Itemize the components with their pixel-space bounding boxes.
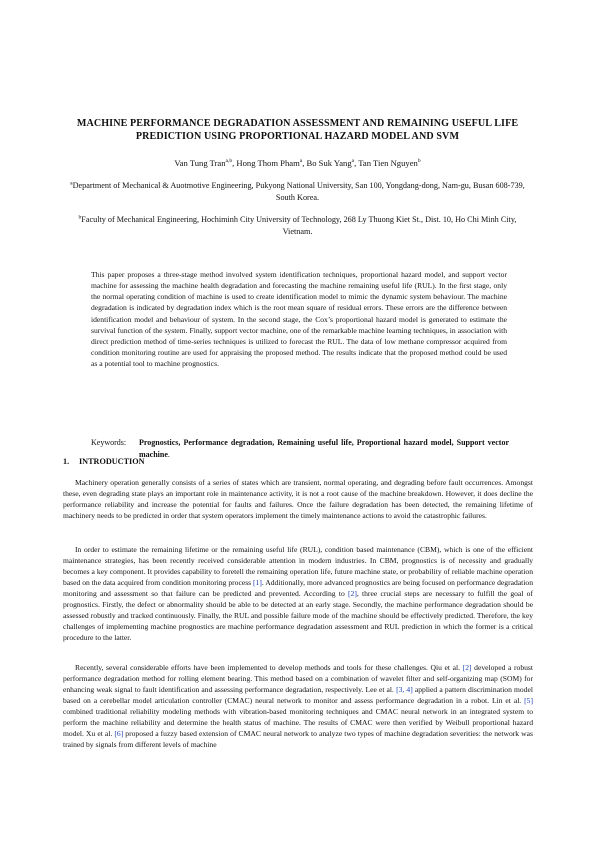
paragraph-text: combined traditional reliability modeling methods with vibration-based monitoring techniques and CMAC neural network in an integrated system to perform the machine reliability and determine the health status of machine. The results of CMAC were then verified by Weibull proportional hazard model. Xu et al. — [63, 706, 533, 738]
affiliation-text: Faculty of Mechanical Engineering, Hochiminh City University of Technology, 268 Ly Thuong Kiet St., Dist. 10, Ho Chi Minh City, Vietnam. — [81, 215, 517, 236]
affiliation-mark: b — [78, 214, 82, 221]
abstract: This paper proposes a three-stage method involved system identification techniques, proportional hazard model, and support vector machine for assessing the machine health degradation and forecasting the machine remaining useful life (RUL). In the first stage, only the normal operating condition of machine is used to create identification model to mimic the dynamic system behaviour. The machine degradation is indicated by degradation index which is the root mean square of residual errors. These errors are the difference between identification model and behaviour of system. In the second stage, the Cox’s proportional hazard model is generated to estimate the survival function of the system. Finally, support vector machine, one of the remarkable machine learning techniques, in association with direct prediction method of time-series techniques is utilized to forecast the RUL. The data of low methane compressor acquired from condition monitoring routine are used for appraising the proposed method. The results indicate that the proposed method could be used as a potential tool to machine prognostics. — [91, 270, 507, 369]
citation-link[interactable]: [1] — [253, 577, 262, 587]
intro-paragraph-3 — [63, 663, 533, 751]
author-name: Bo Suk Yang — [306, 158, 352, 168]
author-name: Tan Tien Nguyen — [358, 158, 418, 168]
author-affil-mark: b — [417, 158, 421, 165]
keywords-list: Prognostics, Performance degradation, Remaining useful life, Proportional hazard model, Support vector machine — [139, 438, 509, 459]
intro-paragraph-2 — [63, 545, 533, 644]
citation-link[interactable]: [5] — [524, 695, 533, 705]
paragraph-text: In order to estimate the remaining lifetime or the remaining useful life (RUL), condition based maintenance (CBM), which is one of the efficient maintenance strategies, has been recently received considerable attention in modern industries. In CBM, prognostics is of necessity and gradually becomes a key component. It provides capability to foretell the remaining operation life, future machine state, or probability of reliable machine operation based on the data acquired from condition monitoring process — [63, 545, 533, 587]
paragraph-text: . Additionally, more advanced prognostics are being focused on performance degradation monitoring and assessment so that failure can be predicted and prevented. According to — [63, 577, 533, 598]
affiliation-mark: a — [70, 180, 73, 187]
paragraph-text: developed a robust performance degradation method for rolling element bearing. This method based on a combination of wavelet filter and self-organizing map (SOM) for enhancing weak signal to fault identification and assessing performance degradation, respectively. Lee et al. — [63, 663, 533, 694]
paragraph-text: Recently, several considerable efforts have been implemented to develop methods and tools for these challenges. Qiu et al. — [75, 663, 463, 672]
paper-title: MACHINE PERFORMANCE DEGRADATION ASSESSMENT AND REMAINING USEFUL LIFE PREDICTION USING PROPORTIONAL HAZARD MODEL AND SVM — [76, 118, 519, 142]
citation-link[interactable]: [3, 4] — [396, 684, 413, 694]
intro-paragraph-1 — [63, 478, 533, 522]
author-affil-mark: a,b — [225, 158, 233, 165]
author-list: Van Tung Tran$^{a,b}$, Hong Thom Pham$^a$, Bo Suk Yang$^a$, Tan Tien Nguyen$^b$ — [174, 158, 421, 168]
author-affil-mark: a — [299, 158, 303, 165]
paragraph-text: Machinery operation generally consists of a series of states which are transient, normal operating, and degrading before fault occurrences. Amongst these, even degrading state plays an important role in maintenance activity, it is not a root cause of the machine breakdown. However, it does decline the performance reliability and increase the potential for faults and failures. Once the failure degradation has been detected, the remaining lifetime of machinery needs to be predicted in order that system operators implement the timely maintenance actions to avoid the catastrophic failures. — [63, 478, 533, 520]
keywords-label: Keywords: — [91, 438, 127, 447]
section-number: 1. — [63, 457, 70, 466]
author-affil-mark: a — [351, 158, 355, 165]
paragraph-text: proposed a fuzzy based extension of CMAC neural network to analyze two types of machine degradation severities: the network was trained by signals from different levels of machine — [63, 728, 533, 749]
section-heading — [63, 457, 145, 466]
author-name: Van Tung Tran — [174, 158, 226, 168]
paragraph-text: applied a pattern discrimination model based on a cerebellar model articulation controller (CMAC) neural network to monitor and assess performance degradation in a robot. Lin et al. — [63, 684, 533, 705]
citation-link[interactable]: [2] — [462, 663, 472, 672]
keywords-period: . — [167, 449, 170, 459]
section-title: INTRODUCTION — [79, 457, 145, 466]
citation-link[interactable]: [2] — [348, 588, 357, 598]
author-name: Hong Thom Pham — [236, 158, 300, 168]
citation-link[interactable]: [6] — [114, 728, 124, 738]
keywords-block — [91, 437, 509, 460]
paragraph-text: , three crucial steps are necessary to fulfill the goal of prognostics. Firstly, the defect or abnormality should be able to be detected at an early stage. Secondly, the machine performance degradation should be assessed robustly and tracked continuously. Finally, the RUL and possible failure mode of the machine should be effectively predicted. Therefore, the key challenges of implementing machine prognostics are machine performance degradation assessment and RUL prediction in which the former is a critical procedure to the latter. — [63, 588, 533, 642]
affiliation-a — [70, 180, 525, 203]
affiliation-text: Department of Mechanical & Auotmotive Engineering, Pukyong National University, San 100, Yongdang-dong, Nam-gu, Busan 608-739, South Korea. — [72, 181, 525, 202]
affiliation-b — [70, 214, 525, 237]
